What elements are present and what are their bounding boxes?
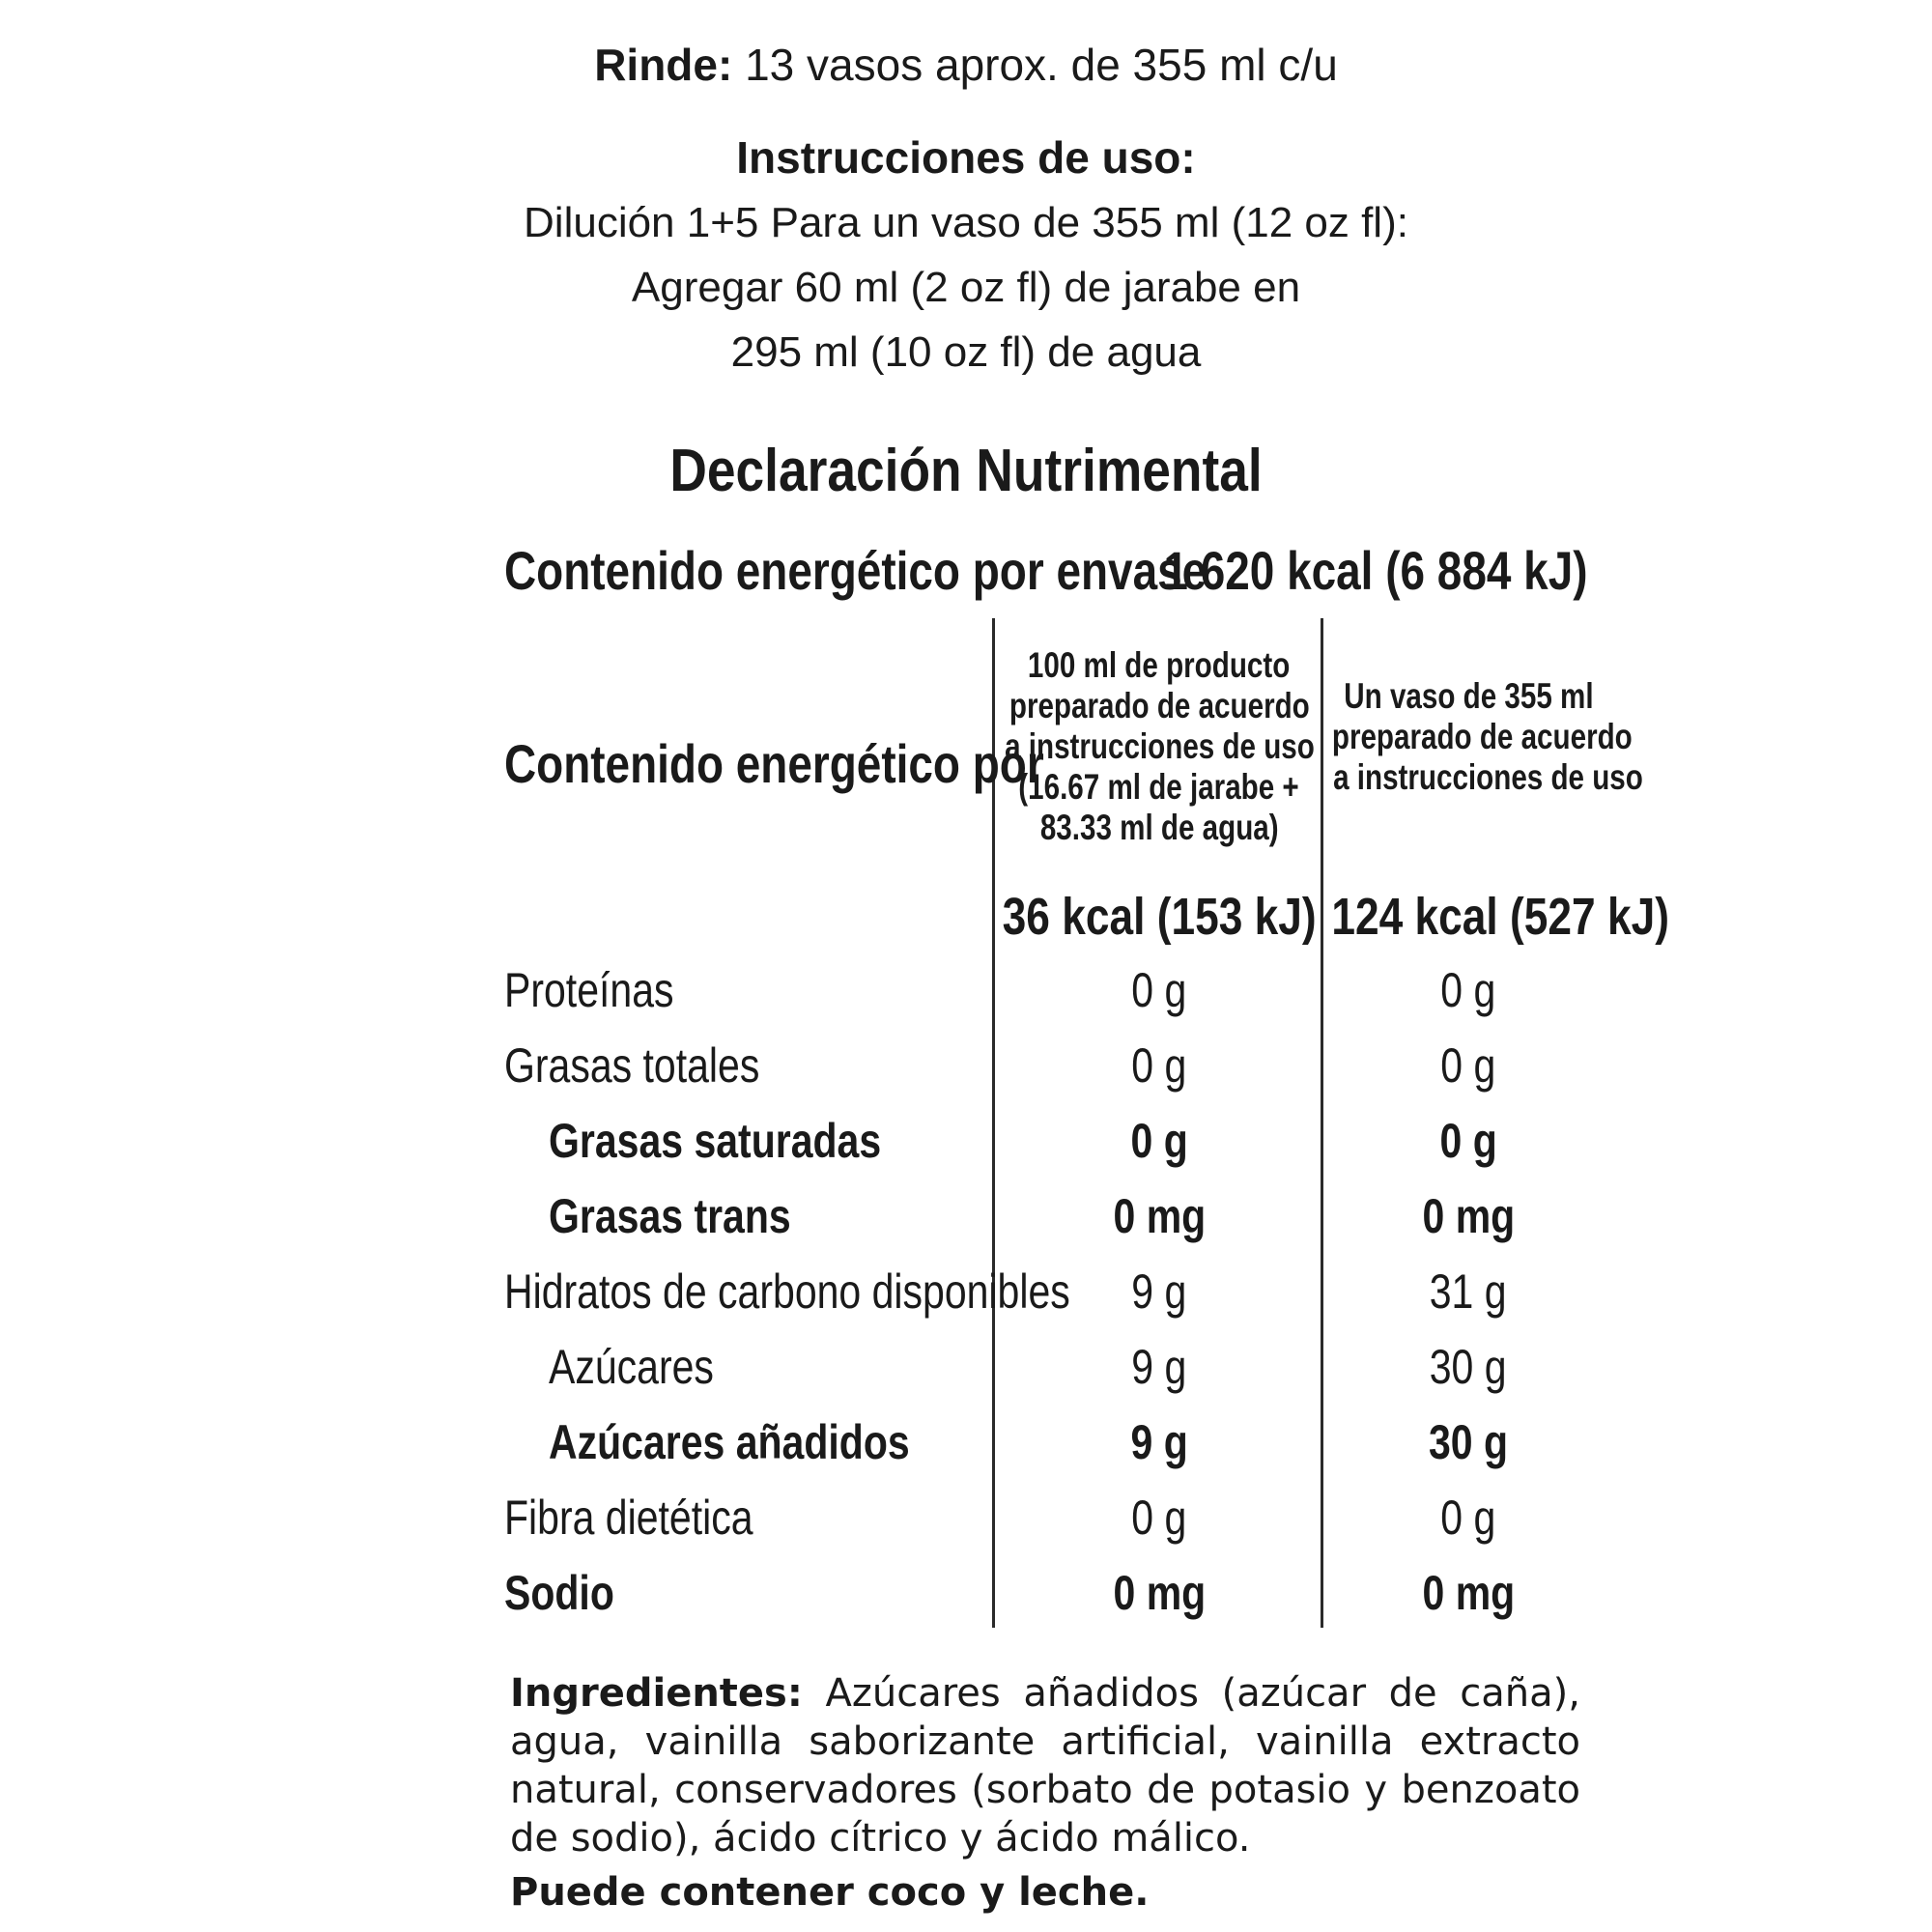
nutrient-row-grasas-saturadas bbox=[0, 1113, 1932, 1180]
allergen-warning: Puede contener coco y leche. bbox=[510, 1870, 1150, 1915]
nutrient-row-sodio bbox=[0, 1565, 1932, 1633]
nutrient-value-glass: 30 g bbox=[1430, 1340, 1507, 1394]
nutrient-value-glass: 0 mg bbox=[1422, 1566, 1515, 1620]
nutrient-value-glass: 31 g bbox=[1430, 1264, 1507, 1319]
column-header-glass: Un vaso de 355 ml preparado de acuerdo a instrucciones de uso bbox=[1331, 676, 1643, 797]
energy-per-label: Contenido energético por bbox=[504, 733, 1044, 794]
nutrient-row-hidratos bbox=[0, 1264, 1932, 1331]
nutrient-row-proteinas bbox=[0, 962, 1932, 1030]
nutrient-value-100ml: 0 mg bbox=[1113, 1189, 1206, 1243]
energy-value-100ml: 36 kcal (153 kJ) bbox=[1002, 888, 1317, 946]
nutrient-row-grasas-totales bbox=[0, 1037, 1932, 1105]
nutrient-label: Azúcares añadidos bbox=[549, 1415, 910, 1469]
nutrient-label: Proteínas bbox=[504, 963, 674, 1017]
nutrient-value-100ml: 0 g bbox=[1131, 1491, 1187, 1545]
nutrient-row-azucares bbox=[0, 1339, 1932, 1406]
nutrient-value-glass: 0 g bbox=[1440, 1491, 1496, 1545]
nutrient-label: Grasas saturadas bbox=[549, 1114, 882, 1168]
energy-per-package-value: 1 620 kcal (6 884 kJ) bbox=[1163, 540, 1588, 601]
ingredients-paragraph bbox=[510, 1669, 1580, 1862]
nutrient-label: Sodio bbox=[504, 1566, 614, 1620]
nutrient-value-100ml: 0 g bbox=[1130, 1114, 1188, 1168]
nutrient-value-glass: 0 g bbox=[1439, 1114, 1497, 1168]
nutrient-label: Grasas trans bbox=[549, 1189, 791, 1243]
nutrient-value-glass: 30 g bbox=[1428, 1415, 1509, 1469]
ingredients-label: Ingredientes: bbox=[510, 1671, 803, 1716]
nutrition-declaration-title: Declaración Nutrimental bbox=[669, 438, 1263, 504]
yield-line bbox=[0, 39, 1932, 91]
yield-text: 13 vasos aprox. de 355 ml c/u bbox=[732, 40, 1338, 90]
nutrient-value-100ml: 9 g bbox=[1131, 1340, 1187, 1394]
nutrient-value-100ml: 9 g bbox=[1130, 1415, 1188, 1469]
ingredients-text: Azúcares añadidos (azúcar de caña), agua, vainilla saborizante artificial, vainilla extracto natural, conservadores (sorbato de potasio y benzoato de sodio), ácido cítrico y ácido málico. bbox=[510, 1671, 1580, 1861]
nutrient-label: Grasas totales bbox=[504, 1038, 760, 1093]
nutrient-label: Fibra dietética bbox=[504, 1491, 753, 1545]
energy-per-package-label: Contenido energético por envase bbox=[504, 540, 1208, 601]
nutrient-value-100ml: 0 g bbox=[1131, 963, 1187, 1017]
nutrient-row-grasas-trans bbox=[0, 1188, 1932, 1256]
nutrient-value-100ml: 9 g bbox=[1131, 1264, 1187, 1319]
instructions-title: Instrucciones de uso: bbox=[736, 132, 1196, 183]
nutrient-label: Hidratos de carbono disponibles bbox=[504, 1264, 1070, 1319]
nutrient-value-glass: 0 mg bbox=[1422, 1189, 1515, 1243]
nutrient-value-glass: 0 g bbox=[1440, 963, 1496, 1017]
nutrient-value-100ml: 0 g bbox=[1131, 1038, 1187, 1093]
energy-value-glass: 124 kcal (527 kJ) bbox=[1331, 888, 1669, 946]
yield-label: Rinde: bbox=[594, 40, 733, 90]
instructions-line: 295 ml (10 oz fl) de agua bbox=[730, 328, 1202, 376]
instructions-line: Agregar 60 ml (2 oz fl) de jarabe en bbox=[631, 264, 1301, 311]
nutrient-value-100ml: 0 mg bbox=[1113, 1566, 1206, 1620]
nutrient-value-glass: 0 g bbox=[1440, 1038, 1496, 1093]
instructions-line: Dilución 1+5 Para un vaso de 355 ml (12 oz fl): bbox=[524, 199, 1408, 246]
nutrient-label: Azúcares bbox=[549, 1340, 714, 1394]
nutrient-row-fibra bbox=[0, 1490, 1932, 1557]
column-header-100ml: 100 ml de producto preparado de acuerdo a instrucciones de uso (16.67 ml de jarabe + 83.33 ml de agua) bbox=[1005, 645, 1315, 847]
nutrient-row-azucares-anadidos bbox=[0, 1414, 1932, 1482]
